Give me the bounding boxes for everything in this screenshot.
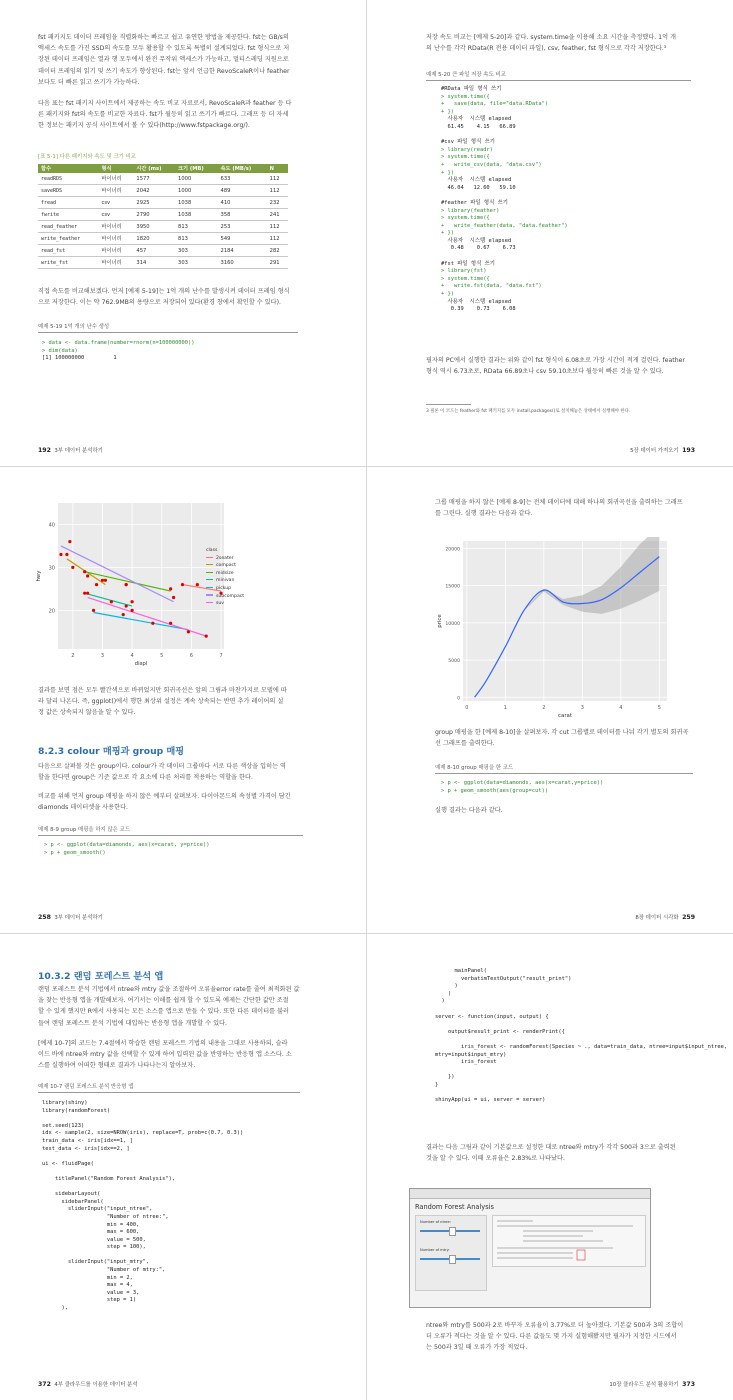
table-cell: 633 (218, 173, 267, 185)
code-line: step = 100), (42, 1244, 146, 1251)
table-cell: write_feather (38, 233, 99, 245)
code-line: 사용자 시스템 elapsed (441, 116, 512, 123)
table-cell: 바이너리 (99, 233, 134, 245)
paragraph-conclusion: ntree와 mtry를 500과 2로 바꾸자 오류율이 3.77%로 더 높아졌다. 기본값 500과 3의 조합이 더 오류가 적다는 것을 알 수 있다. 다른 값들도 몇 가지 실험해봤지만 필자가 지정한 시드에서 는 500과 3일 때 오류가 가장 적었다. (426, 1322, 684, 1352)
code-line: mtry=input$input_mtry) (435, 1051, 507, 1058)
code-line: max = 600, (42, 1229, 140, 1236)
code-line (42, 1115, 243, 1123)
x-tick-label: 3 (580, 705, 584, 711)
code-line: > library(fst) (441, 268, 487, 275)
page-footer: 10장 클라우드 분석 활용하기 373 (609, 1381, 695, 1388)
code-line: "Number of ntree:", (42, 1213, 169, 1220)
code-line: #feather 파일 형식 쓰기 (441, 199, 508, 206)
table-cell: 바이너리 (99, 257, 134, 269)
shiny-app-screenshot (409, 1188, 651, 1308)
data-point (59, 553, 62, 556)
legend-label: 2seater (216, 555, 234, 561)
code-line (441, 192, 568, 200)
section-heading: 8.2.3 colour 매핑과 group 매핑 (38, 746, 185, 757)
code-line: > system.time({ (441, 93, 490, 100)
x-tick-label: 4 (619, 705, 623, 711)
table-cell: write_fst (38, 257, 99, 269)
page-372 (0, 934, 366, 1400)
data-point (131, 609, 134, 612)
y-tick-label: 30 (48, 565, 55, 572)
table-cell: 2042 (133, 185, 175, 197)
data-point (92, 609, 95, 612)
code-line: min = 2, (42, 1274, 133, 1281)
x-tick-label: 2 (71, 653, 75, 659)
code-line: set.seed(123) (42, 1122, 85, 1129)
code-line (435, 1006, 727, 1014)
paragraph-example: [예제 10-7]의 코드는 7.4절에서 학습한 랜덤 포레스트 기법의 내용을 그대로 사용하되, 슬라 이드 바에 ntree와 mtry 값을 선택할 수 있게 하여 입력된 값을 반영하는 반응형 앱 소스다. 소 스를 실행하여 어떠한 형태로 결과가 나타나는지 알아보자. (38, 1040, 292, 1070)
table-cell: 2790 (133, 209, 175, 221)
legend-item (206, 555, 244, 563)
sidebar-panel (415, 1215, 487, 1291)
paragraph-diamonds: 비교를 위해 먼저 group 매핑을 하지 않은 예부터 살펴보자. 다이아몬드의 속성별 가격이 담긴 diamonds 데이터셋을 사용한다. (38, 793, 291, 812)
code-line: + write_csv(data, "data.csv") (441, 161, 542, 168)
code-block (441, 86, 568, 314)
code-line: sliderInput("input_ntree", (42, 1206, 153, 1213)
legend-label: midsize (216, 570, 234, 576)
table-cell: 3160 (218, 257, 267, 269)
code-line: #csv 파일 형식 쓰기 (441, 139, 495, 146)
footnote: 3 필론 이 코드는 feather와 fst 패키지를 모두 install.packages()로 설치해놓은 상태에서 실행해야 한다. (426, 409, 631, 414)
table-header-row: 함수 형식 시간 (ms) 크기 (MB) 속도 (MB/s) N (38, 164, 288, 173)
speed-comparison-table (38, 164, 288, 269)
table-cell: fread (38, 197, 99, 209)
legend-swatch (206, 602, 213, 603)
x-tick-label: 2 (542, 705, 546, 711)
code-line: + }) (441, 108, 454, 115)
table-cell: 291 (267, 257, 288, 269)
ntree-slider-handle[interactable] (449, 1227, 456, 1236)
page-footer: 372 4부 클라우드를 이용한 데이터 분석 (38, 1381, 138, 1388)
code-block: > p <- ggplot(data=diamonds, aes(x=carat, y=price)) > p + geom_smooth() (44, 842, 210, 856)
code-line: library(randomForest) (42, 1107, 111, 1114)
table-cell: 813 (175, 233, 217, 245)
table-cell: 303 (175, 257, 217, 269)
table-row (38, 185, 288, 197)
chart-legend (206, 547, 244, 608)
table-cell: csv (99, 209, 134, 221)
code-line: > system.time({ (441, 215, 490, 222)
y-tick-label: 10000 (445, 621, 460, 627)
code-line: #fst 파일 형식 쓰기 (441, 260, 495, 267)
legend-label: suv (216, 601, 225, 607)
legend-swatch (206, 587, 213, 588)
code-line: + write.fst(data, "data.fst") (441, 283, 542, 290)
table-row (38, 209, 288, 221)
page-footer: 5장 데이터 가져오기 193 (630, 447, 695, 454)
paragraph-rf-app: 랜덤 포레스트 분석 기법에서 ntree와 mtry 값을 조절하여 오류율error rate를 줄여 최적화된 값 을 찾는 반응형 앱을 개발해보자. 여기서는 이해를 쉽게 할 수 있도록 예제는 간단한 값만 조절 할 수 있게 했지만 R에서 사용되는 모든 소스를 앱으로 만들 수 있다. 또한 다른 데이터를 불러 들여 랜덤 포레스트 분석 기법에 대입하는 반응형 앱을 개발할 수 있다. (38, 986, 300, 1027)
x-axis-label: carat (558, 713, 572, 719)
table-cell: 489 (218, 185, 267, 197)
table-cell: saveRDS (38, 185, 99, 197)
code-line: test_data <- iris[idx==2, ] (42, 1145, 130, 1152)
code-line: value = 3, (42, 1289, 140, 1296)
code-line: iris_forest <- randomForest(Species ~ ., data=train_data, ntree=input$input_ntree, (435, 1043, 728, 1050)
paragraph-result: 실행 결과는 다음과 같다. (435, 807, 503, 814)
paragraph-fst-intro: fst 패키지도 데이터 프레임을 직렬화하는 빠르고 쉽고 유연한 방법을 제공한다. fst는 GB/s의 액세스 속도를 가진 SSD의 속도를 모두 활용할 수 있도록 특별히 설계되었다. fst 형식으로 저 장된 데이터 프레임은 열과 행 모두에서 완전 무작위 액세스가 가능하고, 멀티스레딩 지원으로 데이터 프레임의 읽기 및 쓰기 속도가 향상된다. fst는 앞서 언급한 RevoScaleR이나 feather 보다도 더 빠른 읽고 쓰기가 가능하다. (38, 34, 290, 86)
data-point (101, 579, 104, 582)
y-tick-label: 0 (457, 696, 460, 702)
x-tick-label: 6 (189, 653, 193, 659)
table-cell: read_fst (38, 245, 99, 257)
table-cell: 1820 (133, 233, 175, 245)
table-cell: 358 (218, 209, 267, 221)
table-cell: 112 (267, 221, 288, 233)
code-line: 0.39 0.73 6.08 (441, 306, 516, 313)
code-line: > library(feather) (441, 207, 500, 214)
table-cell: 112 (267, 233, 288, 245)
code-line: library(shiny) (42, 1100, 88, 1106)
table-cell: 303 (175, 245, 217, 257)
table-cell: read_feather (38, 221, 99, 233)
table-cell: 241 (267, 209, 288, 221)
code-line: + write_feather(data, "data.feather") (441, 222, 568, 229)
table-cell: 2184 (218, 245, 267, 257)
table-cell: 410 (218, 197, 267, 209)
code-line: mainPanel( (435, 968, 487, 974)
table-cell: csv (99, 197, 134, 209)
page-258 (0, 467, 366, 933)
paragraph-intro: 그룹 매핑을 하지 않은 [예제 8-9]는 전체 데이터에 대해 하나의 회귀곡선을 출력하는 그래프 를 그린다. 실행 결과는 다음과 같다. (435, 499, 683, 518)
data-point (110, 600, 113, 603)
data-point (125, 583, 128, 586)
example-caption: 예제 8-10 group 매핑을 한 코드 (435, 765, 514, 771)
table-cell: 바이너리 (99, 221, 134, 233)
output-text-lines (493, 1216, 643, 1264)
x-tick-label: 5 (160, 653, 164, 659)
paragraph-group: 다음으로 살펴볼 것은 group이다. colour가 각 데이터 그룹마다 서로 다른 색상을 입히는 역 할을 한다면 group은 기준 값으로 각 요소에 다른 처리를 적용하는 역할을 한다. (38, 763, 286, 782)
caption-rule (435, 773, 693, 774)
code-line: shinyApp(ui = ui, server = server) (435, 1097, 546, 1104)
code-line: train_data <- iris[idx==1, ] (42, 1137, 133, 1144)
caption-rule (38, 1092, 300, 1093)
data-point (172, 596, 175, 599)
legend-item (206, 600, 244, 608)
legend-swatch (206, 594, 213, 595)
x-tick-label: 4 (130, 653, 134, 659)
diamonds-smooth-chart (433, 537, 673, 723)
code-line: output$result_print <- renderPrint({ (435, 1028, 565, 1035)
code-line (435, 1090, 727, 1098)
code-line (441, 253, 568, 261)
data-point (122, 613, 125, 616)
page-373 (367, 934, 733, 1400)
code-line: sliderInput("input_mtry", (42, 1259, 150, 1266)
code-line: > system.time({ (441, 275, 490, 282)
table-cell: 549 (218, 233, 267, 245)
table-cell: 바이너리 (99, 245, 134, 257)
legend-item (206, 585, 244, 593)
section-heading: 10.3.2 랜덤 포레스트 분석 앱 (38, 971, 164, 982)
caption-rule (38, 835, 303, 836)
x-tick-label: 3 (100, 653, 105, 659)
legend-swatch (206, 579, 213, 580)
code-line: 사용자 시스템 elapsed (441, 177, 512, 184)
data-point (68, 540, 71, 543)
y-tick-label: 20 (48, 608, 55, 615)
mtry-label: Number of mtry: (420, 1248, 450, 1252)
code-line (42, 1184, 243, 1192)
paragraph-result: 결과는 다음 그림과 같이 기본값으로 설정한 대로 ntree와 mtry가 각각 500과 3으로 출력된 것을 알 수 있다. 이때 오류율은 2.83%로 나타났다. (426, 1144, 676, 1163)
y-axis-label: price (437, 614, 443, 628)
legend-item (206, 593, 244, 601)
code-line: + }) (441, 230, 454, 237)
code-line: step = 1) (42, 1297, 137, 1304)
result-output (492, 1215, 646, 1267)
data-point (104, 579, 107, 582)
table-cell: readRDS (38, 173, 99, 185)
table-cell: 1038 (175, 197, 217, 209)
page-259 (367, 467, 733, 933)
data-point (169, 622, 172, 625)
table-cell: 바이너리 (99, 185, 134, 197)
x-axis-label: displ (134, 661, 148, 667)
code-line: + }) (441, 291, 454, 298)
code-line: #RData 파일 형식 쓰기 (441, 86, 502, 92)
code-line: idx <- sample(2, size=NROW(iris), replace=T, prob=c(0.7, 0.3)) (42, 1130, 244, 1137)
code-line: } (435, 1081, 439, 1088)
table-cell: 282 (267, 245, 288, 257)
table-row (38, 245, 288, 257)
code-line: + }) (441, 169, 454, 176)
code-line: value = 500, (42, 1236, 146, 1243)
code-line: sidebarPanel( (42, 1198, 104, 1205)
data-point (95, 583, 98, 586)
legend-label: compact (216, 563, 236, 569)
paragraph-result: 필자의 PC에서 실행한 결과는 위와 같이 fst 형식이 6.08초로 가장 시간이 적게 걸린다. feather 형식 역시 6.73초로, RData 66.89초나 csv 59.10초보다 월등히 빠른 것을 알 수 있다. (426, 357, 685, 376)
data-point (187, 630, 190, 633)
example-caption: 예제 5-19 1억 개의 난수 생성 (38, 324, 110, 330)
page-footer: 258 3부 데이터 분석하기 (38, 914, 103, 921)
paragraph-result: 결과를 보면 점은 모두 빨간색으로 바뀌었지만 회귀곡선은 앞의 그림과 마찬가지로 모델에 따 라 달리 나온다. 즉, ggplot()에서 행한 최상위 설정은 계속 상속되는 반면 추가 레이어의 설 정 값은 상속되지 않음을 알 수 있다. (38, 687, 287, 717)
table-cell: 1000 (175, 173, 217, 185)
mtry-slider-handle[interactable] (449, 1255, 456, 1264)
table-cell: 2925 (133, 197, 175, 209)
x-tick-label: 0 (465, 705, 469, 711)
code-line: ), (42, 1305, 68, 1312)
table-cell: 1000 (175, 185, 217, 197)
x-tick-label: 1 (503, 705, 507, 711)
legend-swatch (206, 564, 213, 565)
code-line: min = 400, (42, 1221, 140, 1228)
code-line: + save(data, file="data.RData") (441, 101, 549, 108)
table-cell: 바이너리 (99, 173, 134, 185)
page-footer: 8장 데이터 시각화 259 (635, 914, 695, 921)
data-point (65, 553, 68, 556)
table-cell: 314 (133, 257, 175, 269)
legend-label: subcompact (216, 593, 245, 599)
code-line (42, 1252, 243, 1260)
table-row (38, 233, 288, 245)
code-line: max = 4, (42, 1282, 133, 1289)
legend-title: class (206, 548, 218, 553)
data-point (86, 592, 89, 595)
y-axis-label: hwy (36, 570, 42, 582)
y-tick-label: 15000 (445, 584, 460, 590)
code-line: 61.45 4.15 66.89 (441, 123, 516, 130)
paragraph-group-mapping: group 매핑을 한 [예제 8-10]을 살펴보자. 각 cut 그룹별로 데이터를 나눠 각기 별도의 회귀곡 선 그래프를 출력한다. (435, 729, 689, 748)
data-point (196, 583, 199, 586)
data-point (125, 604, 128, 607)
data-point (151, 622, 154, 625)
data-point (71, 566, 74, 569)
legend-swatch (206, 572, 213, 573)
data-point (131, 600, 134, 603)
code-line: sidebarLayout( (42, 1191, 101, 1198)
data-point (83, 570, 86, 573)
legend-item (206, 577, 244, 585)
browser-toolbar (410, 1189, 650, 1199)
footnote-rule (426, 404, 471, 405)
example-caption: 예제 10-7 랜덤 포레스트 분석 반응형 앱 (38, 1084, 134, 1090)
code-line: "Number of mtry:", (42, 1267, 166, 1274)
data-point (86, 574, 89, 577)
table-cell: 3950 (133, 221, 175, 233)
code-line: }) (435, 1074, 455, 1081)
code-line (435, 1021, 727, 1029)
plot-panel (58, 503, 224, 649)
table-cell: 112 (267, 185, 288, 197)
table-cell: 1038 (175, 209, 217, 221)
table-row (38, 221, 288, 233)
table-row (38, 257, 288, 269)
table-cell: 457 (133, 245, 175, 257)
code-line: 46.04 12.60 59.10 (441, 184, 516, 191)
table-cell: 253 (218, 221, 267, 233)
legend-label: minivan (216, 578, 235, 584)
code-line: ui <- fluidPage( (42, 1160, 94, 1167)
code-line (435, 1036, 727, 1044)
page-193 (367, 0, 733, 466)
code-block (435, 968, 727, 1105)
table-cell: 1577 (133, 173, 175, 185)
data-point (181, 583, 184, 586)
code-line: ) (435, 998, 445, 1005)
data-point (169, 587, 172, 590)
data-point (205, 635, 208, 638)
code-line: iris_forest (435, 1059, 497, 1066)
table-cell: fwrite (38, 209, 99, 221)
y-tick-label: 5000 (448, 659, 460, 665)
table-cell: 112 (267, 173, 288, 185)
code-line: 사용자 시스템 elapsed (441, 237, 512, 244)
code-line (42, 1153, 243, 1161)
ntree-label: Number of ntree: (420, 1220, 451, 1224)
example-caption: 예제 5-20 큰 파일 저장 속도 비교 (426, 72, 506, 78)
table-cell: 232 (267, 197, 288, 209)
page-footer: 192 3부 데이터 분석하기 (38, 447, 103, 454)
code-line: verbatimTextOutput("result_print") (435, 975, 572, 982)
table-row (38, 173, 288, 185)
table-cell: 813 (175, 221, 217, 233)
legend-swatch (206, 557, 213, 558)
code-line: ) (435, 990, 452, 997)
app-title: Random Forest Analysis (415, 1203, 494, 1211)
code-line: > system.time({ (441, 154, 490, 161)
y-tick-label: 40 (48, 522, 55, 529)
code-line: titlePanel("Random Forest Analysis"), (42, 1175, 176, 1182)
code-line: 사용자 시스템 elapsed (441, 298, 512, 305)
paragraph-speed-table: 다음 표는 fst 패키지 사이트에서 제공하는 속도 비교 자료로서, RevoScaleR과 feather 등 다 른 패키지와 fst의 속도를 비교한 자료다. fst가 월등히 읽고 쓰기가 빠르다. 그래프 등 더 자세 한 정보는 패키지 공식 사이트에서 볼 수 있다(http://www.fstpackage.org/). (38, 100, 292, 130)
code-block (42, 1100, 243, 1313)
code-line: > library(readr) (441, 146, 493, 153)
data-point (83, 592, 86, 595)
table-row (38, 197, 288, 209)
caption-rule (38, 332, 298, 333)
example-caption: 예제 8-9 group 매핑을 하지 않은 코드 (38, 827, 131, 833)
legend-item (206, 562, 244, 570)
y-tick-label: 20000 (445, 547, 460, 553)
paragraph-random-numbers: 직접 속도를 비교해보겠다. 먼저 [예제 5-19]는 1억 개의 난수를 발생시켜 데이터 프레임 형식 으로 저장한다. 이는 약 762.9MB의 용량으로 저장되어 있다(환경 창에서 확인할 수 있다). (38, 288, 290, 307)
paragraph-save-compare: 저장 속도 비교는 [예제 5-20]과 같다. system.time을 이용해 소요 시간을 측정했다. 1억 개 의 난수를 각각 RData(R 전용 데이터 파일), csv, feather, fst 형식으로 각각 저장한다.³ (426, 34, 677, 53)
legend-item (206, 570, 244, 578)
table-caption: [표 5-1] 다른 패키지와 속도 및 크기 비교 (38, 154, 136, 160)
x-tick-label: 7 (219, 653, 223, 659)
code-line: 0.48 0.67 6.73 (441, 245, 516, 252)
code-line (42, 1168, 243, 1176)
code-line: server <- function(input, output) { (435, 1013, 549, 1020)
caption-rule (426, 80, 691, 81)
legend-label: pickup (216, 585, 232, 591)
code-line (435, 1067, 727, 1075)
code-block: > data <- data.frame(number=rnorm(n=100000000)) > dim(data) [1] 100000000 1 (42, 340, 195, 362)
code-line: ) (435, 983, 458, 990)
x-tick-label: 5 (657, 705, 661, 711)
code-block: > p <- ggplot(data=diamonds, aes(x=carat,y=price)) > p + geom_smooth(aes(group=cut)) (441, 780, 604, 794)
page-192 (0, 0, 366, 466)
